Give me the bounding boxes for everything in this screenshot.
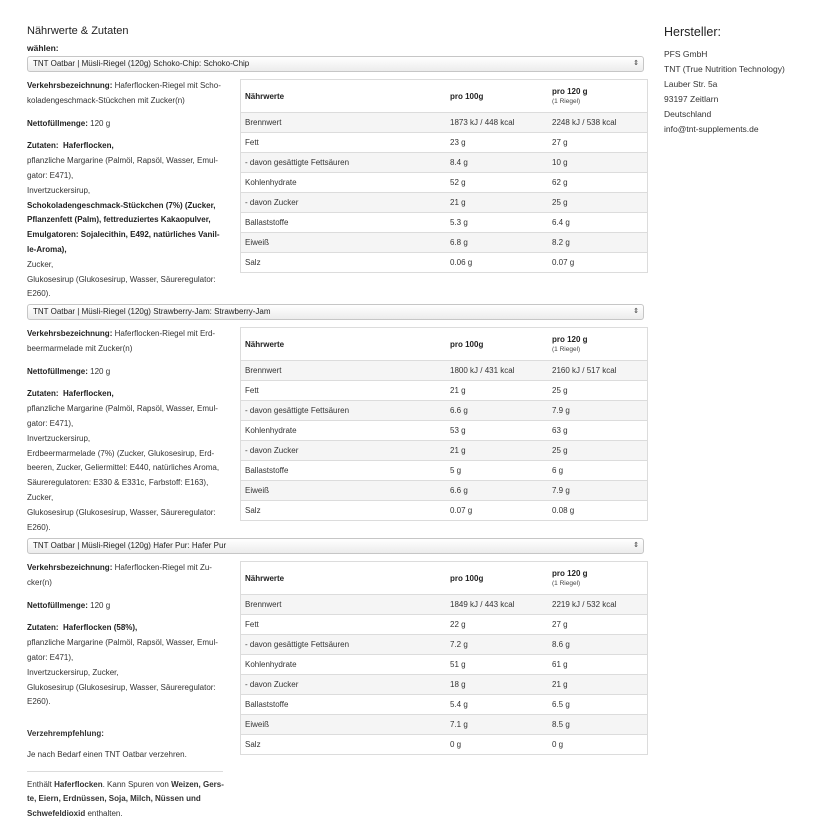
zutaten-line: gator: E471), <box>27 652 74 662</box>
value-per-120g: 6.4 g <box>548 213 648 233</box>
table-row <box>241 715 648 735</box>
column-header-naehrwerte: Nährwerte <box>241 80 447 113</box>
nutrient-name: Salz <box>241 501 447 521</box>
verkehrsbezeichnung-label: Verkehrsbezeichnung: <box>27 563 113 572</box>
allergen-bold: te, Eiern, Erdnüssen, Soja, Milch, Nüssen und <box>27 794 201 804</box>
table-row <box>241 501 648 521</box>
value-per-120g: 25 g <box>548 193 648 213</box>
zutaten-line: Säureregulatoren: E330 & E331c, Farbstoff: E163), <box>27 478 209 488</box>
verzehr-label: Verzehrempfehlung: <box>27 729 104 738</box>
allergen-bold: Schwefeldioxid <box>27 809 86 819</box>
nettofuellmenge-value: 120 g <box>90 118 111 128</box>
zutaten-line: Glukosesirup (Glukosesirup, Wasser, Säureregulator: <box>27 274 216 284</box>
zutaten-line: Invertzuckersirup, <box>27 185 91 195</box>
column-header-subtext: (1 Riegel) <box>552 580 581 587</box>
verkehrsbezeichnung <box>27 561 223 591</box>
table-header-row <box>241 328 648 361</box>
value-per-120g: 8.6 g <box>548 635 648 655</box>
value-per-120g: 2160 kJ / 517 kcal <box>548 361 648 381</box>
value-per-120g: 0.07 g <box>548 253 648 273</box>
value-per-120g: 61 g <box>548 655 648 675</box>
value-per-100g: 0.07 g <box>446 501 548 521</box>
value-per-120g: 8.2 g <box>548 233 648 253</box>
nutrient-name: Brennwert <box>241 361 447 381</box>
product-info <box>27 79 223 302</box>
nutrient-name: Salz <box>241 735 447 755</box>
allergen-text: . Kann Spuren von <box>102 779 172 789</box>
nutrient-name: Eiweiß <box>241 233 447 253</box>
zutaten-line: beeren, Zucker, Geliermittel: E440, natürliches Aroma, <box>27 463 220 473</box>
nutrient-name: - davon gesättigte Fettsäuren <box>241 635 447 655</box>
zutaten-lines <box>27 154 223 302</box>
table-row <box>241 361 648 381</box>
zutaten-first: Haferflocken (58%), <box>63 623 138 633</box>
nettofuellmenge-value: 120 g <box>90 600 111 610</box>
column-header-naehrwerte: Nährwerte <box>241 328 447 361</box>
zutaten-line: E260). <box>27 697 51 707</box>
allergen-text: enthalten. <box>85 809 123 819</box>
nutrition-table <box>240 561 648 755</box>
zutaten-line: gator: E471), <box>27 418 74 428</box>
value-per-100g: 5.3 g <box>446 213 548 233</box>
zutaten <box>27 139 223 302</box>
column-header-pro-120g: pro 120 g (1 Riegel) <box>548 328 648 361</box>
value-per-100g: 7.2 g <box>446 635 548 655</box>
zutaten-line: gator: E471), <box>27 170 74 180</box>
allergen-info <box>27 778 227 822</box>
value-per-100g: 0 g <box>446 735 548 755</box>
table-header-row <box>241 80 648 113</box>
column-header-subtext: (1 Riegel) <box>552 346 581 353</box>
manufacturer-street: Lauber Str. 5a <box>664 79 718 89</box>
verkehrsbezeichnung-text: beermarmelade mit Zucker(n) <box>27 343 133 353</box>
verkehrsbezeichnung <box>27 79 223 109</box>
table-row <box>241 595 648 615</box>
nutrient-name: - davon gesättigte Fettsäuren <box>241 401 447 421</box>
column-header-subtext: (1 Riegel) <box>552 98 581 105</box>
zutaten-line: pflanzliche Margarine (Palmöl, Rapsöl, Wasser, Emul- <box>27 156 218 166</box>
value-per-100g: 51 g <box>446 655 548 675</box>
value-per-120g: 7.9 g <box>548 401 648 421</box>
table-row <box>241 113 648 133</box>
allergen-bold: Haferflocken <box>54 779 103 789</box>
table-row <box>241 441 648 461</box>
nutrient-name: - davon gesättigte Fettsäuren <box>241 153 447 173</box>
zutaten-label: Zutaten: <box>27 623 59 633</box>
value-per-100g: 1800 kJ / 431 kcal <box>446 361 548 381</box>
table-row <box>241 635 648 655</box>
value-per-100g: 53 g <box>446 421 548 441</box>
nutrient-name: Ballaststoffe <box>241 461 447 481</box>
verkehrsbezeichnung-label: Verkehrsbezeichnung: <box>27 81 113 90</box>
manufacturer-info <box>664 25 834 137</box>
zutaten-line: pflanzliche Margarine (Palmöl, Rapsöl, Wasser, Emul- <box>27 638 218 648</box>
table-row <box>241 675 648 695</box>
value-per-100g: 5.4 g <box>446 695 548 715</box>
table-row <box>241 153 648 173</box>
value-per-100g: 0.06 g <box>446 253 548 273</box>
manufacturer-brand: TNT (True Nutrition Technology) <box>664 64 785 74</box>
select-arrows-icon: ⇕ <box>633 60 639 67</box>
value-per-120g: 62 g <box>548 173 648 193</box>
zutaten-lines <box>27 636 223 710</box>
manufacturer-name: PFS GmbH <box>664 49 708 59</box>
nutrient-name: Fett <box>241 133 447 153</box>
value-per-100g: 21 g <box>446 193 548 213</box>
select-value: TNT Oatbar | Müsli-Riegel (120g) Strawberry-Jam: Strawberry-Jam <box>33 307 271 316</box>
zutaten-line: Invertzuckersirup, <box>27 433 91 443</box>
nutrient-name: - davon Zucker <box>241 441 447 461</box>
choose-label: wählen: <box>27 43 59 53</box>
value-per-100g: 1849 kJ / 443 kcal <box>446 595 548 615</box>
table-row <box>241 213 648 233</box>
nettofuellmenge <box>27 599 223 614</box>
table-row <box>241 421 648 441</box>
column-header-pro-120g: pro 120 g (1 Riegel) <box>548 562 648 595</box>
value-per-120g: 0 g <box>548 735 648 755</box>
zutaten-line: E260). <box>27 522 51 532</box>
value-per-120g: 10 g <box>548 153 648 173</box>
nutrient-name: Fett <box>241 615 447 635</box>
zutaten-line: Pflanzenfett (Palm), fettreduziertes Kakaopulver, <box>27 215 211 225</box>
value-per-100g: 6.8 g <box>446 233 548 253</box>
zutaten-line: E260). <box>27 289 51 299</box>
nutrient-name: Salz <box>241 253 447 273</box>
value-per-120g: 6 g <box>548 461 648 481</box>
table-row <box>241 233 648 253</box>
nutrition-table <box>240 79 648 273</box>
product-info <box>27 561 223 710</box>
verzehr-text: Je nach Bedarf einen TNT Oatbar verzehren. <box>27 749 187 759</box>
table-row <box>241 381 648 401</box>
product-select-strawberry-jam[interactable] <box>27 304 644 320</box>
zutaten-label: Zutaten: <box>27 141 59 151</box>
value-per-100g: 5 g <box>446 461 548 481</box>
zutaten-line: Zucker, <box>27 492 54 502</box>
product-info <box>27 327 223 535</box>
allergen-bold: Weizen, Gers- <box>171 779 224 789</box>
value-per-100g: 52 g <box>446 173 548 193</box>
nutrient-name: Kohlenhydrate <box>241 655 447 675</box>
zutaten-line: Glukosesirup (Glukosesirup, Wasser, Säureregulator: <box>27 507 216 517</box>
zutaten-line: Schokoladengeschmack-Stückchen (7%) (Zucker, <box>27 200 216 210</box>
verkehrsbezeichnung-text: koladengeschmack-Stückchen mit Zucker(n) <box>27 95 185 105</box>
manufacturer-city: 93197 Zeitlarn <box>664 94 719 104</box>
nutrient-name: Kohlenhydrate <box>241 173 447 193</box>
nutrient-name: Eiweiß <box>241 481 447 501</box>
manufacturer-country: Deutschland <box>664 109 712 119</box>
nettofuellmenge <box>27 365 223 380</box>
nettofuellmenge-value: 120 g <box>90 366 111 376</box>
value-per-120g: 25 g <box>548 441 648 461</box>
nettofuellmenge-label: Nettofüllmenge: <box>27 118 88 128</box>
table-row <box>241 461 648 481</box>
product-select-schoko-chip[interactable] <box>27 56 644 72</box>
nettofuellmenge <box>27 117 223 132</box>
nutrient-name: Ballaststoffe <box>241 213 447 233</box>
select-arrows-icon: ⇕ <box>633 542 639 549</box>
value-per-120g: 6.5 g <box>548 695 648 715</box>
nutrient-name: Eiweiß <box>241 715 447 735</box>
manufacturer-email[interactable]: info@tnt-supplements.de <box>664 124 759 134</box>
select-arrows-icon: ⇕ <box>633 308 639 315</box>
table-row <box>241 133 648 153</box>
verkehrsbezeichnung <box>27 327 223 357</box>
nutrient-name: Ballaststoffe <box>241 695 447 715</box>
value-per-100g: 18 g <box>446 675 548 695</box>
value-per-120g: 2248 kJ / 538 kcal <box>548 113 648 133</box>
verkehrsbezeichnung-text: cker(n) <box>27 577 52 587</box>
value-per-120g: 63 g <box>548 421 648 441</box>
zutaten-line: Zucker, <box>27 259 54 269</box>
table-row <box>241 401 648 421</box>
table-row <box>241 253 648 273</box>
nettofuellmenge-label: Nettofüllmenge: <box>27 366 88 376</box>
zutaten-label: Zutaten: <box>27 389 59 399</box>
value-per-100g: 21 g <box>446 381 548 401</box>
value-per-120g: 25 g <box>548 381 648 401</box>
value-per-100g: 8.4 g <box>446 153 548 173</box>
value-per-100g: 7.1 g <box>446 715 548 735</box>
zutaten-lines <box>27 402 223 535</box>
value-per-120g: 2219 kJ / 532 kcal <box>548 595 648 615</box>
zutaten-line: le-Aroma), <box>27 244 67 254</box>
nutrition-table <box>240 327 648 521</box>
verkehrsbezeichnung-text: Haferflocken-Riegel mit Zu- <box>114 563 212 572</box>
zutaten-line: pflanzliche Margarine (Palmöl, Rapsöl, Wasser, Emul- <box>27 404 218 414</box>
value-per-120g: 27 g <box>548 615 648 635</box>
zutaten <box>27 621 223 710</box>
table-row <box>241 481 648 501</box>
value-per-120g: 27 g <box>548 133 648 153</box>
section-title: Nährwerte & Zutaten <box>27 25 129 37</box>
table-header-row <box>241 562 648 595</box>
table-row <box>241 695 648 715</box>
value-per-100g: 23 g <box>446 133 548 153</box>
nettofuellmenge-label: Nettofüllmenge: <box>27 600 88 610</box>
value-per-120g: 7.9 g <box>548 481 648 501</box>
footer-info <box>27 727 227 822</box>
value-per-100g: 21 g <box>446 441 548 461</box>
value-per-120g: 8.5 g <box>548 715 648 735</box>
table-row <box>241 615 648 635</box>
zutaten-first: Haferflocken, <box>63 389 114 399</box>
zutaten <box>27 387 223 535</box>
value-per-100g: 6.6 g <box>446 481 548 501</box>
table-row <box>241 173 648 193</box>
manufacturer-title: Hersteller: <box>664 25 721 39</box>
table-row <box>241 735 648 755</box>
column-header-naehrwerte: Nährwerte <box>241 562 447 595</box>
value-per-100g: 22 g <box>446 615 548 635</box>
column-header-pro-100g: pro 100g <box>446 328 548 361</box>
zutaten-line: Invertzuckersirup, Zucker, <box>27 667 119 677</box>
nutrient-name: Fett <box>241 381 447 401</box>
nutrient-name: Kohlenhydrate <box>241 421 447 441</box>
column-header-pro-100g: pro 100g <box>446 562 548 595</box>
verkehrsbezeichnung-text: Haferflocken-Riegel mit Erd- <box>114 329 216 338</box>
allergen-text: Enthält <box>27 779 55 789</box>
verkehrsbezeichnung-label: Verkehrsbezeichnung: <box>27 329 113 338</box>
value-per-120g: 21 g <box>548 675 648 695</box>
select-value: TNT Oatbar | Müsli-Riegel (120g) Schoko-Chip: Schoko-Chip <box>33 59 250 68</box>
table-row <box>241 655 648 675</box>
column-header-pro-100g: pro 100g <box>446 80 548 113</box>
verkehrsbezeichnung-text: Haferflocken-Riegel mit Scho- <box>114 81 221 90</box>
nutrient-name: - davon Zucker <box>241 193 447 213</box>
zutaten-line: Emulgatoren: Sojalecithin, E492, natürliches Vanil- <box>27 230 220 240</box>
zutaten-line: Glukosesirup (Glukosesirup, Wasser, Säureregulator: <box>27 682 216 692</box>
value-per-100g: 1873 kJ / 448 kcal <box>446 113 548 133</box>
select-value: TNT Oatbar | Müsli-Riegel (120g) Hafer Pur: Hafer Pur <box>33 541 227 550</box>
zutaten-first: Haferflocken, <box>63 141 114 151</box>
table-row <box>241 193 648 213</box>
nutrient-name: Brennwert <box>241 595 447 615</box>
product-select-hafer-pur[interactable] <box>27 538 644 554</box>
column-header-pro-120g: pro 120 g (1 Riegel) <box>548 80 648 113</box>
value-per-120g: 0.08 g <box>548 501 648 521</box>
nutrient-name: Brennwert <box>241 113 447 133</box>
value-per-100g: 6.6 g <box>446 401 548 421</box>
nutrient-name: - davon Zucker <box>241 675 447 695</box>
zutaten-line: Erdbeermarmelade (7%) (Zucker, Glukosesirup, Erd- <box>27 448 215 458</box>
divider <box>27 771 223 772</box>
